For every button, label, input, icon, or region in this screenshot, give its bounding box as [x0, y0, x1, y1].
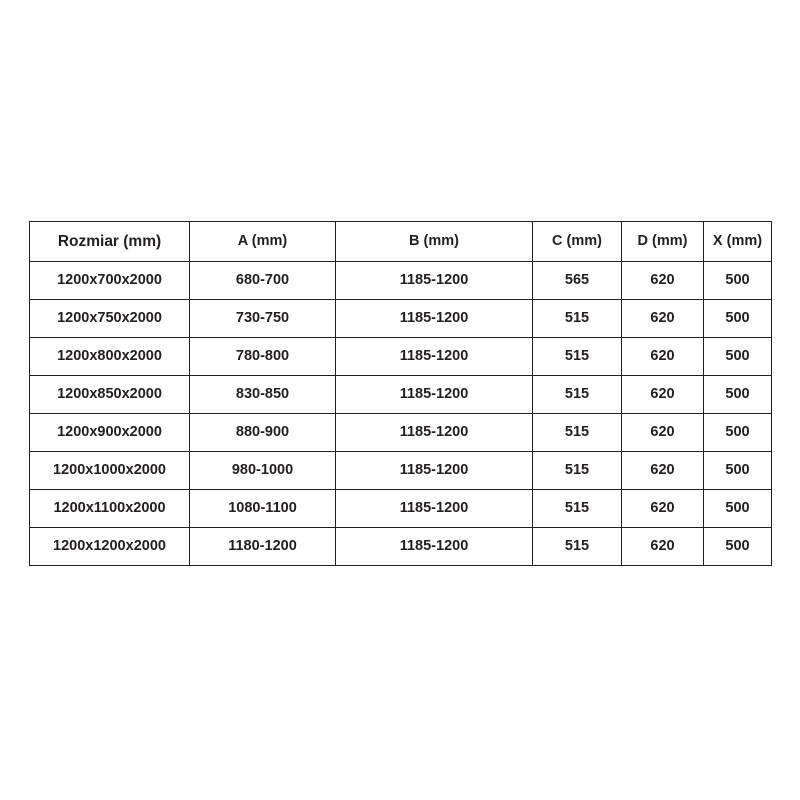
cell-a: 1080-1100: [190, 490, 336, 528]
cell-c: 515: [533, 300, 622, 338]
cell-size: 1200x800x2000: [30, 338, 190, 376]
cell-c: 515: [533, 490, 622, 528]
cell-x: 500: [704, 300, 772, 338]
cell-b: 1185-1200: [336, 262, 533, 300]
cell-size: 1200x900x2000: [30, 414, 190, 452]
cell-a: 730-750: [190, 300, 336, 338]
cell-c: 515: [533, 452, 622, 490]
cell-d: 620: [622, 376, 704, 414]
column-header-x: X (mm): [704, 222, 772, 262]
cell-size: 1200x1100x2000: [30, 490, 190, 528]
table-row: [30, 452, 772, 490]
cell-c: 515: [533, 338, 622, 376]
column-header-d: D (mm): [622, 222, 704, 262]
table-row: [30, 376, 772, 414]
cell-x: 500: [704, 414, 772, 452]
cell-b: 1185-1200: [336, 414, 533, 452]
cell-d: 620: [622, 452, 704, 490]
table-header: [30, 222, 772, 262]
cell-b: 1185-1200: [336, 300, 533, 338]
cell-b: 1185-1200: [336, 528, 533, 566]
cell-c: 515: [533, 414, 622, 452]
cell-x: 500: [704, 338, 772, 376]
cell-a: 780-800: [190, 338, 336, 376]
cell-a: 1180-1200: [190, 528, 336, 566]
cell-b: 1185-1200: [336, 338, 533, 376]
column-header-size: Rozmiar (mm): [30, 222, 190, 262]
specification-table: [29, 221, 772, 566]
cell-d: 620: [622, 262, 704, 300]
table-body: [30, 262, 772, 566]
cell-b: 1185-1200: [336, 490, 533, 528]
cell-size: 1200x700x2000: [30, 262, 190, 300]
cell-x: 500: [704, 376, 772, 414]
table-row: [30, 490, 772, 528]
cell-a: 980-1000: [190, 452, 336, 490]
cell-d: 620: [622, 528, 704, 566]
column-header-a: A (mm): [190, 222, 336, 262]
cell-a: 830-850: [190, 376, 336, 414]
cell-size: 1200x850x2000: [30, 376, 190, 414]
cell-size: 1200x1000x2000: [30, 452, 190, 490]
table-header-row: [30, 222, 772, 262]
table-row: [30, 414, 772, 452]
column-header-b: B (mm): [336, 222, 533, 262]
cell-x: 500: [704, 490, 772, 528]
cell-x: 500: [704, 452, 772, 490]
table-row: [30, 300, 772, 338]
cell-x: 500: [704, 262, 772, 300]
cell-size: 1200x750x2000: [30, 300, 190, 338]
table-row: [30, 338, 772, 376]
cell-b: 1185-1200: [336, 452, 533, 490]
cell-b: 1185-1200: [336, 376, 533, 414]
cell-x: 500: [704, 528, 772, 566]
cell-c: 565: [533, 262, 622, 300]
column-header-c: C (mm): [533, 222, 622, 262]
cell-d: 620: [622, 300, 704, 338]
cell-a: 880-900: [190, 414, 336, 452]
table-row: [30, 262, 772, 300]
cell-a: 680-700: [190, 262, 336, 300]
cell-c: 515: [533, 376, 622, 414]
cell-size: 1200x1200x2000: [30, 528, 190, 566]
cell-c: 515: [533, 528, 622, 566]
cell-d: 620: [622, 414, 704, 452]
cell-d: 620: [622, 490, 704, 528]
table-row: [30, 528, 772, 566]
cell-d: 620: [622, 338, 704, 376]
specification-table-wrapper: [29, 221, 771, 566]
